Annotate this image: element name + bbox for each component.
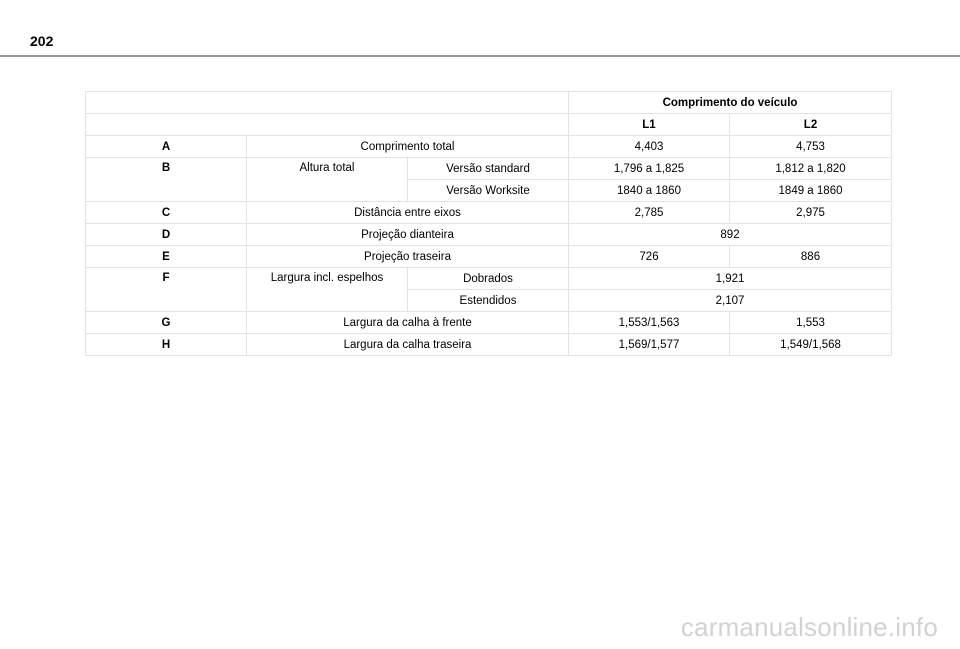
row-l1-value: 1,796 a 1,825: [569, 158, 730, 180]
row-l1-value: 1840 a 1860: [569, 180, 730, 202]
row-sub-label: Dobrados: [408, 268, 569, 290]
table-row: [86, 268, 892, 290]
row-l2-value: 1,549/1,568: [730, 334, 892, 356]
row-l2-value: 4,753: [730, 136, 892, 158]
row-key: H: [86, 334, 247, 356]
row-label: Distância entre eixos: [247, 202, 569, 224]
row-l2-value: 2,975: [730, 202, 892, 224]
table-row: [86, 158, 892, 180]
row-label: Projeção traseira: [247, 246, 569, 268]
row-label: Projeção dianteira: [247, 224, 569, 246]
row-key: D: [86, 224, 247, 246]
subheader-empty-cell: [86, 114, 569, 136]
header-l1: L1: [569, 114, 730, 136]
header-rule: [0, 55, 960, 57]
row-combined-value: 892: [569, 224, 892, 246]
row-key: F: [86, 268, 247, 312]
row-combined-value: 1,921: [569, 268, 892, 290]
page-number: 202: [30, 33, 54, 49]
row-l1-value: 1,569/1,577: [569, 334, 730, 356]
table-row: [86, 202, 892, 224]
row-combined-value: 2,107: [569, 290, 892, 312]
row-key: B: [86, 158, 247, 202]
table-header-row: [86, 92, 892, 114]
row-label: Largura da calha à frente: [247, 312, 569, 334]
row-key: E: [86, 246, 247, 268]
row-l1-value: 2,785: [569, 202, 730, 224]
row-l2-value: 1849 a 1860: [730, 180, 892, 202]
row-l2-value: 886: [730, 246, 892, 268]
header-vehicle-length: Comprimento do veículo: [569, 92, 892, 114]
table-row: [86, 312, 892, 334]
watermark: carmanualsonline.info: [680, 612, 938, 642]
row-sub-label: Versão Worksite: [408, 180, 569, 202]
row-l2-value: 1,812 a 1,820: [730, 158, 892, 180]
row-key: G: [86, 312, 247, 334]
row-key: C: [86, 202, 247, 224]
row-sub-label: Estendidos: [408, 290, 569, 312]
row-label: Largura incl. espelhos: [247, 268, 408, 312]
table-row: [86, 224, 892, 246]
row-label: Comprimento total: [247, 136, 569, 158]
header-empty-cell: [86, 92, 569, 114]
table-subheader-row: [86, 114, 892, 136]
header-l2: L2: [730, 114, 892, 136]
row-key: A: [86, 136, 247, 158]
row-label: Altura total: [247, 158, 408, 202]
table-row: [86, 334, 892, 356]
table-row: [86, 246, 892, 268]
row-l1-value: 4,403: [569, 136, 730, 158]
table-row: [86, 136, 892, 158]
row-label: Largura da calha traseira: [247, 334, 569, 356]
row-l1-value: 1,553/1,563: [569, 312, 730, 334]
dimensions-table: [85, 91, 892, 356]
row-sub-label: Versão standard: [408, 158, 569, 180]
row-l1-value: 726: [569, 246, 730, 268]
row-l2-value: 1,553: [730, 312, 892, 334]
